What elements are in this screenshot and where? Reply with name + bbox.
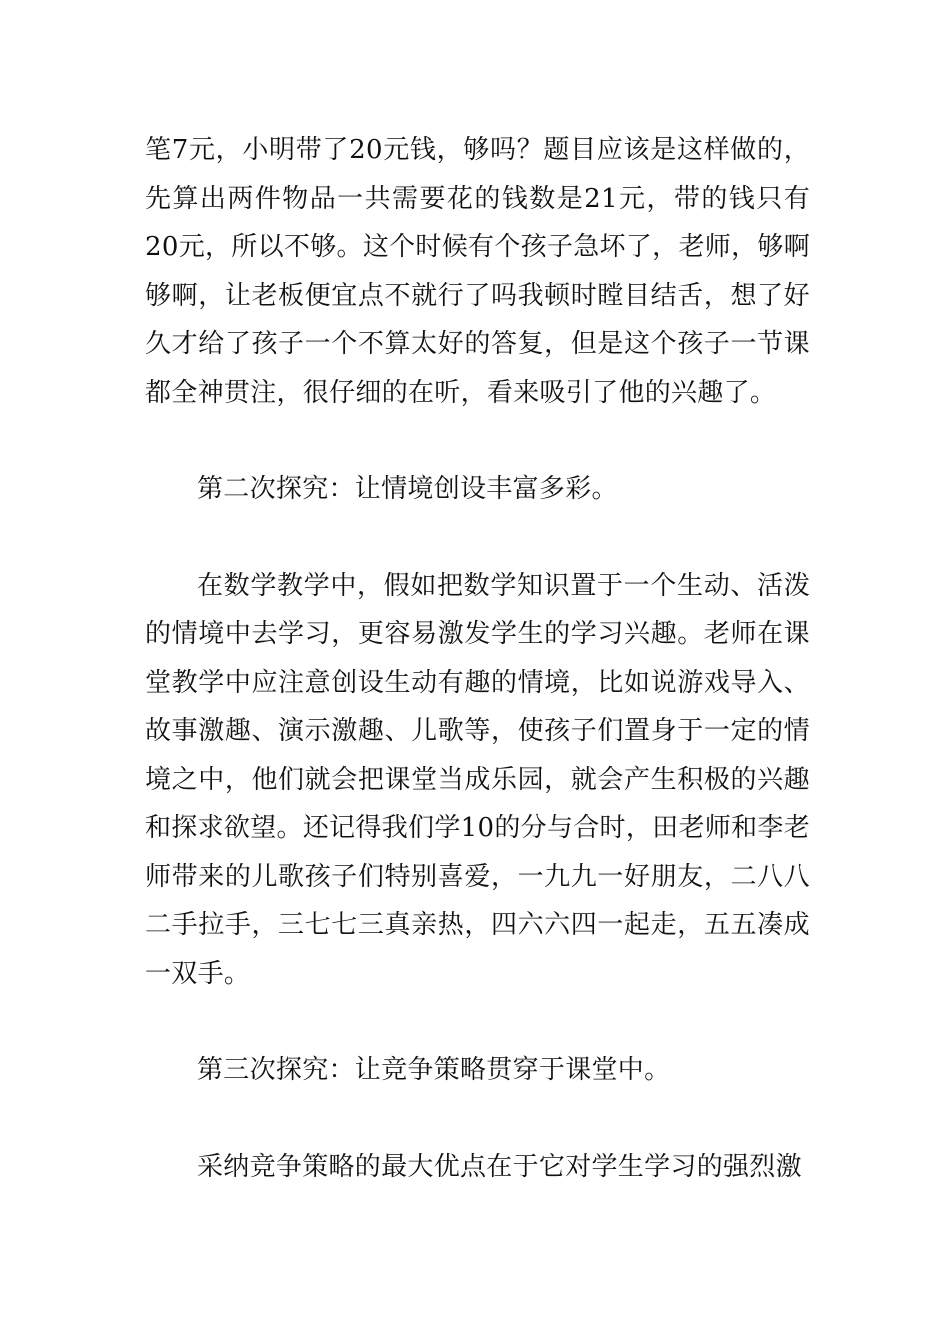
body-paragraph-competition-strategy: 采纳竞争策略的最大优点在于它对学生学习的强烈激 [197,1151,802,1182]
section-heading-second-exploration: 第二次探究：让情境创设丰富多彩。 [197,474,618,504]
body-paragraph-continued: 笔7元，小明带了20元钱，够吗？题目应该是这样做的，先算出两件物品一共需要花的钱数是21元，带的钱只有20元，所以不够。这个时候有个孩子急坏了，老师，够啊够啊，让老板便宜点不就行了吗我顿时瞠目结舌，想了好久才给了孩子一个不算太好的答复，但是这个孩子一节课都全神贯注，很仔细的在听，看来吸引了他的兴趣了。 [145,135,810,408]
section-heading-third-exploration: 第三次探究：让竞争策略贯穿于课堂中。 [197,1055,671,1085]
body-paragraph-situational-teaching: 在数学教学中，假如把数学知识置于一个生动、活泼的情境中去学习，更容易激发学生的学习兴趣。老师在课堂教学中应注意创设生动有趣的情境，比如说游戏导入、故事激趣、演示激趣、儿歌等，使孩子们置身于一定的情境之中，他们就会把课堂当成乐园，就会产生积极的兴趣和探求欲望。还记得我们学10的分与合时，田老师和李老师带来的儿歌孩子们特别喜爱，一九九一好朋友，二八八二手拉手，三七七三真亲热，四六六四一起走，五五凑成一双手。 [145,570,810,989]
document-page [145,126,810,1191]
